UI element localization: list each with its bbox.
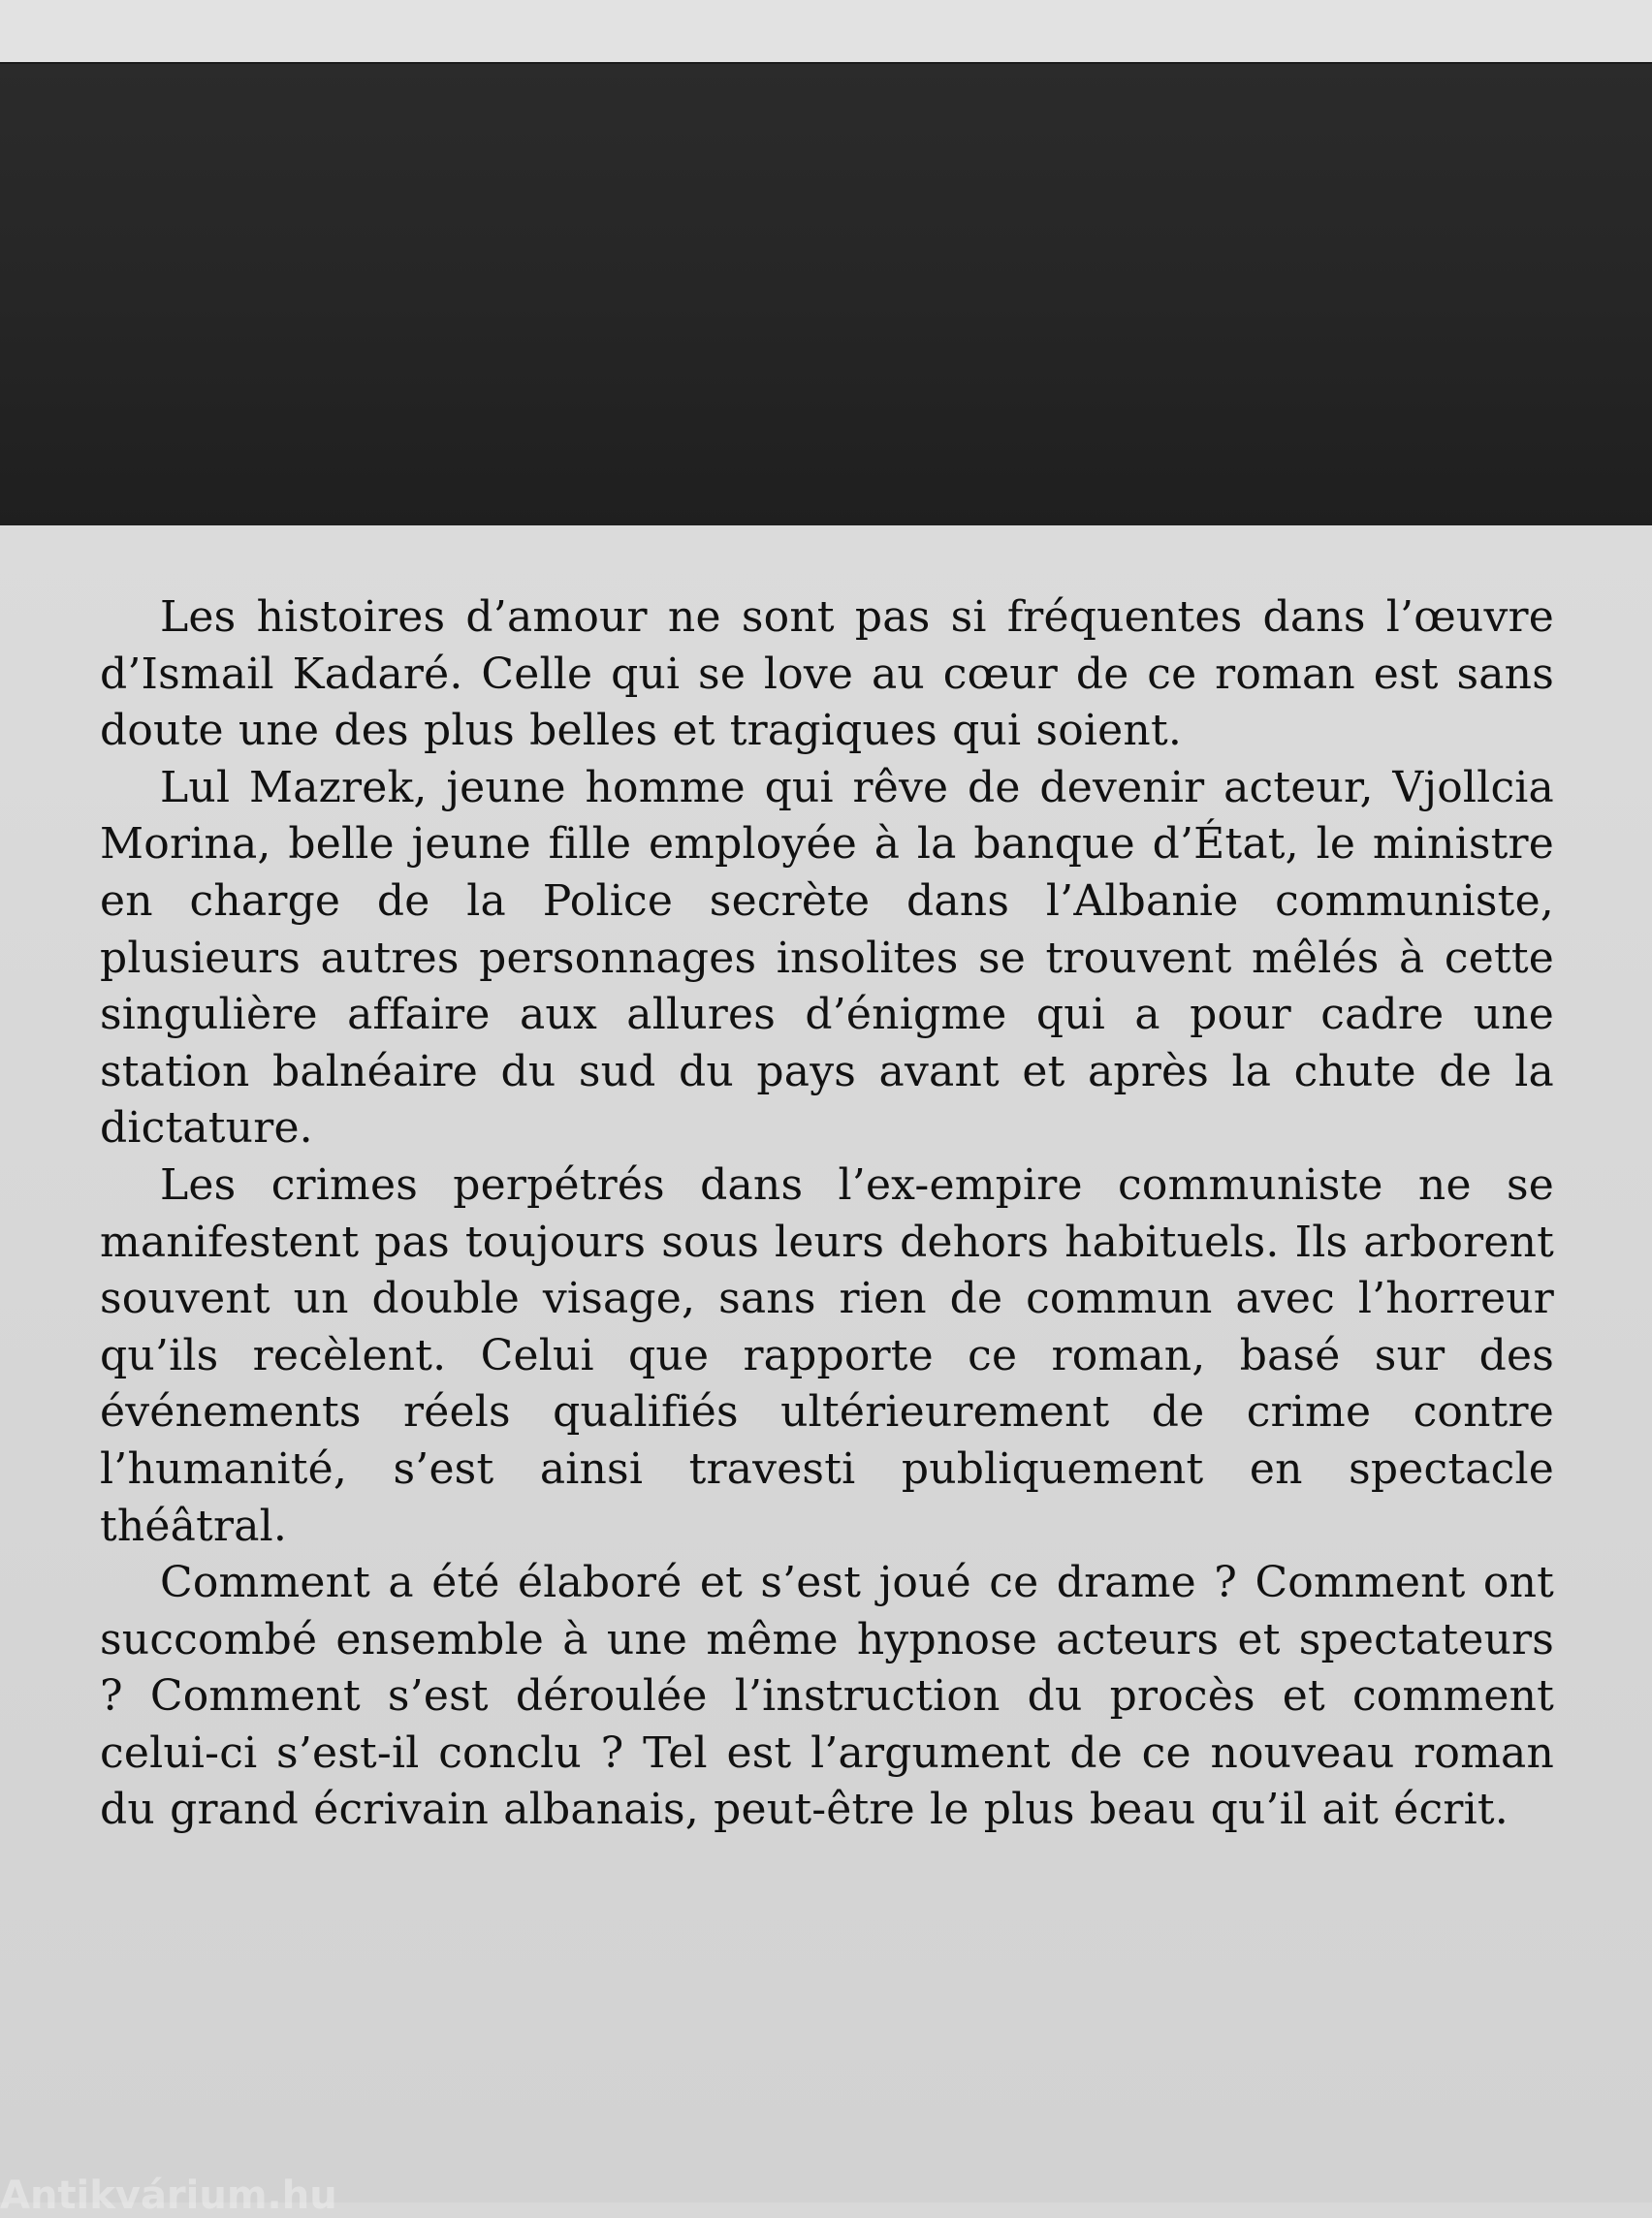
blurb-paragraph-3: Les crimes perpétrés dans l’ex-empire communiste ne se manifestent pas toujours sous leurs dehors habituels. Ils arborent souvent un double visage, sans rien de commun avec l’horreur qu’ils recèlent. Celui que rapporte ce roman, basé sur des événements réels qualifiés ultérieurement de crime contre l’humanité, s’est ainsi travesti publiquement en spectacle théâtral. bbox=[100, 1159, 1554, 1551]
blurb-text bbox=[100, 589, 1554, 1839]
top-edge-strip bbox=[0, 0, 1652, 62]
watermark: Antikvárium.hu bbox=[0, 2173, 337, 2218]
blurb-paragraph-4: Comment a été élaboré et s’est joué ce drame ? Comment ont succombé ensemble à une même hypnose acteurs et spectateurs ? Comment s’est déroulée l’instruction du procès et comment celui-ci s’est-il conclu ? Tel est l’argument de ce nouveau roman du grand écrivain albanais, peut-être le plus beau qu’il ait écrit. bbox=[100, 1558, 1554, 1835]
dark-header-band bbox=[0, 62, 1652, 525]
blurb-paragraph-2: Lul Mazrek, jeune homme qui rêve de devenir acteur, Vjollcia Morina, belle jeune fille employée à la banque d’État, le ministre en charge de la Police secrète dans l’Albanie communiste, plusieurs autres personnages insolites se trouvent mêlés à cette singulière affaire aux allures d’énigme qui a pour cadre une station balnéaire du sud du pays avant et après la chute de la dictature. bbox=[100, 762, 1554, 1154]
blurb-paragraph-1: Les histoires d’amour ne sont pas si fréquentes dans l’œuvre d’Ismail Kadaré. Celle qui se love au cœur de ce roman est sans doute une des plus belles et tragiques qui soient. bbox=[100, 592, 1554, 756]
